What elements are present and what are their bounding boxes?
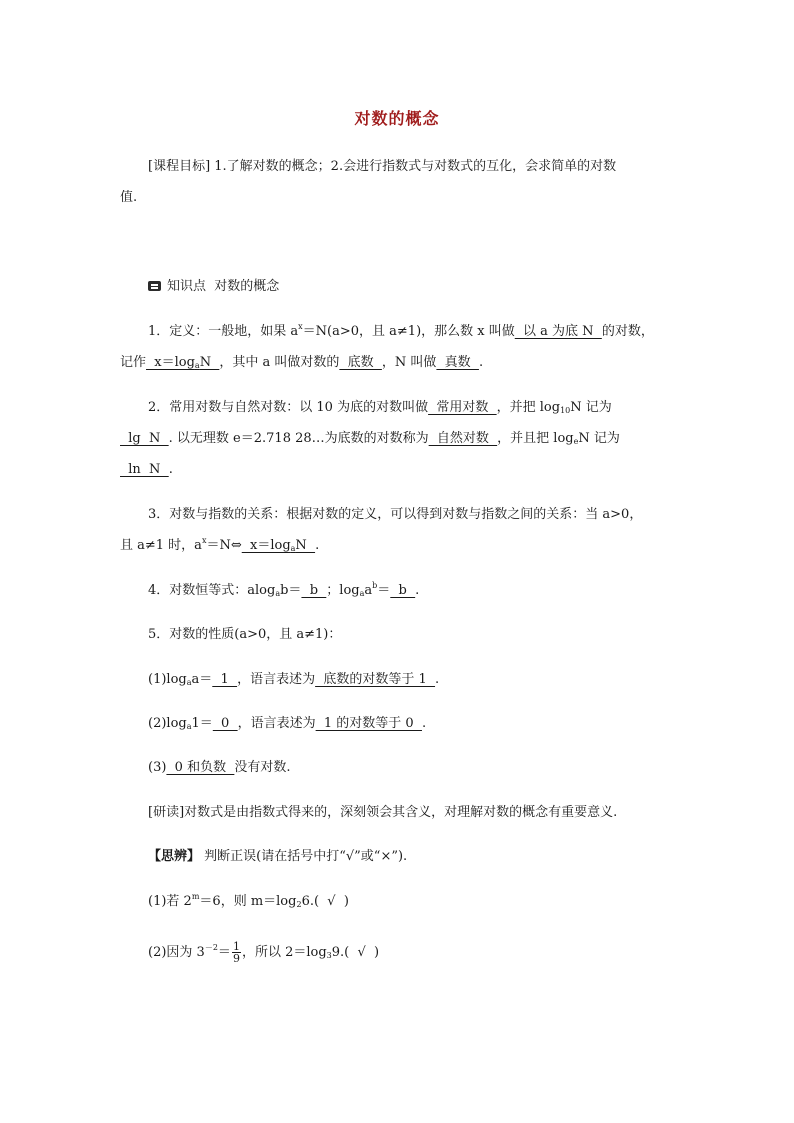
course-goals-line1: [课程目标] 1.了解对数的概念；2.会进行指数式与对数式的互化，会求简单的对数 xyxy=(148,159,617,174)
relation-line1: 3．对数与指数的关系：根据对数的定义，可以得到对数与指数之间的关系：当 a>0， xyxy=(148,507,643,522)
common-log-line1 xyxy=(148,398,612,418)
subscript: a xyxy=(194,361,200,370)
text: ，其中 a 叫做对数的 xyxy=(219,355,340,370)
text: . xyxy=(415,583,420,598)
text: 没有对数. xyxy=(234,760,291,775)
answer-blank xyxy=(146,355,219,370)
think-label: 【思辨】 xyxy=(148,849,201,864)
text: ，所以 2＝log xyxy=(241,945,327,960)
text: ＝N(a>0，且 a≠1)，那么数 x 叫做 xyxy=(302,324,515,339)
common-log-line3 xyxy=(120,460,173,480)
text: . 以无理数 e＝2.718 28…为底数的对数称为 xyxy=(168,431,429,446)
property-item-3 xyxy=(148,758,291,778)
answer-blank: lg N xyxy=(120,431,169,446)
answer-blank xyxy=(242,538,315,553)
text: 2．常用对数与自然对数：以 10 为底的对数叫做 xyxy=(148,400,429,415)
text: (1)若 2 xyxy=(148,894,192,909)
subscript: a xyxy=(290,544,296,553)
superscript: x xyxy=(201,536,207,545)
text: ＝ xyxy=(377,583,391,598)
subscript: 2 xyxy=(296,900,302,909)
text: a xyxy=(364,583,373,598)
text: ，N 叫做 xyxy=(381,355,437,370)
text: ，语言表述为 xyxy=(237,672,316,687)
common-log-line2 xyxy=(120,429,620,449)
answer-blank: 真数 xyxy=(436,355,479,370)
fraction-denominator: 9 xyxy=(232,952,240,965)
knowledge-point-label: 知识点 xyxy=(167,279,207,294)
text: 1．定义：一般地，如果 a xyxy=(148,324,299,339)
text: 6.( √ ) xyxy=(301,894,349,909)
course-goals-line2: 值. xyxy=(120,190,138,205)
superscript: b xyxy=(372,581,378,590)
text: 4．对数恒等式：alog xyxy=(148,583,276,598)
text: 的对数， xyxy=(601,324,654,339)
think-heading xyxy=(148,847,407,867)
subscript: a xyxy=(186,678,192,687)
research-note: [研读]对数式是由指数式得来的，深刻领会其含义，对理解对数的概念有重要意义. xyxy=(148,805,618,820)
text: (2)log xyxy=(148,716,187,731)
text: 且 a≠1 时，a xyxy=(120,538,202,553)
text: N 记为 xyxy=(570,400,612,415)
judge-item-2 xyxy=(148,941,379,964)
property-item-1 xyxy=(148,670,439,690)
answer-blank: 自然对数 xyxy=(428,431,498,446)
knowledge-point-heading xyxy=(148,277,279,297)
properties-heading: 5．对数的性质(a>0，且 a≠1)： xyxy=(148,627,342,642)
text: 记作 xyxy=(120,355,147,370)
blank-part: N xyxy=(295,538,316,553)
answer-blank: b xyxy=(390,583,416,598)
subscript: 10 xyxy=(560,406,571,415)
answer-blank: 以 a 为底 N xyxy=(514,324,602,339)
text: . xyxy=(421,716,427,731)
subscript: a xyxy=(359,589,365,598)
text: ，并且把 log xyxy=(497,431,574,446)
superscript: x xyxy=(298,322,303,331)
answer-blank: ln N xyxy=(120,462,169,477)
text: ＝N⇔ xyxy=(206,538,242,553)
page-title: 对数的概念 xyxy=(354,109,440,128)
answer-blank: 0 xyxy=(212,716,238,731)
definition-line2 xyxy=(120,353,483,373)
text: . xyxy=(478,355,484,370)
property-item-2 xyxy=(148,714,426,734)
text: ；log xyxy=(326,583,360,598)
text: ＝ xyxy=(217,945,231,960)
fraction xyxy=(232,941,241,964)
answer-blank: 1 的对数等于 0 xyxy=(315,716,422,731)
text: a＝ xyxy=(191,672,213,687)
text: (2)因为 3 xyxy=(148,945,205,960)
subscript: e xyxy=(573,437,579,446)
text: ，并把 log xyxy=(496,400,561,415)
subscript: 3 xyxy=(326,951,332,960)
text: N 记为 xyxy=(578,431,620,446)
text: 1＝ xyxy=(191,716,213,731)
blank-part: N xyxy=(199,355,220,370)
judge-item-1 xyxy=(148,892,349,912)
text: ，语言表述为 xyxy=(237,716,316,731)
answer-blank: 0 和负数 xyxy=(166,760,235,775)
subscript: a xyxy=(275,589,281,598)
blank-part: x＝log xyxy=(241,538,291,553)
definition-line1 xyxy=(148,322,654,342)
text: . xyxy=(315,538,320,553)
knowledge-point-topic: 对数的概念 xyxy=(214,279,280,294)
text: . xyxy=(168,462,173,477)
text: 9.( √ ) xyxy=(331,945,380,960)
superscript: m xyxy=(191,892,200,901)
text: . xyxy=(435,672,440,687)
answer-blank: 底数的对数等于 1 xyxy=(315,672,436,687)
blank-part: x＝log xyxy=(146,355,195,370)
answer-blank: 底数 xyxy=(339,355,382,370)
subscript: a xyxy=(186,722,192,731)
fraction-numerator: 1 xyxy=(232,940,240,953)
superscript: －2 xyxy=(204,943,218,952)
text: (1)log xyxy=(148,672,187,687)
text: (3) xyxy=(148,760,167,775)
knowledge-point-icon xyxy=(148,281,161,291)
identity-line xyxy=(148,581,419,601)
text: b＝ xyxy=(280,583,302,598)
think-instruction: 判断正误(请在括号中打“√”或“×”). xyxy=(200,849,408,864)
text: ＝6，则 m＝log xyxy=(199,894,297,909)
relation-line2 xyxy=(120,536,319,556)
answer-blank: 1 xyxy=(212,672,238,687)
answer-blank: b xyxy=(301,583,327,598)
answer-blank: 常用对数 xyxy=(428,400,497,415)
